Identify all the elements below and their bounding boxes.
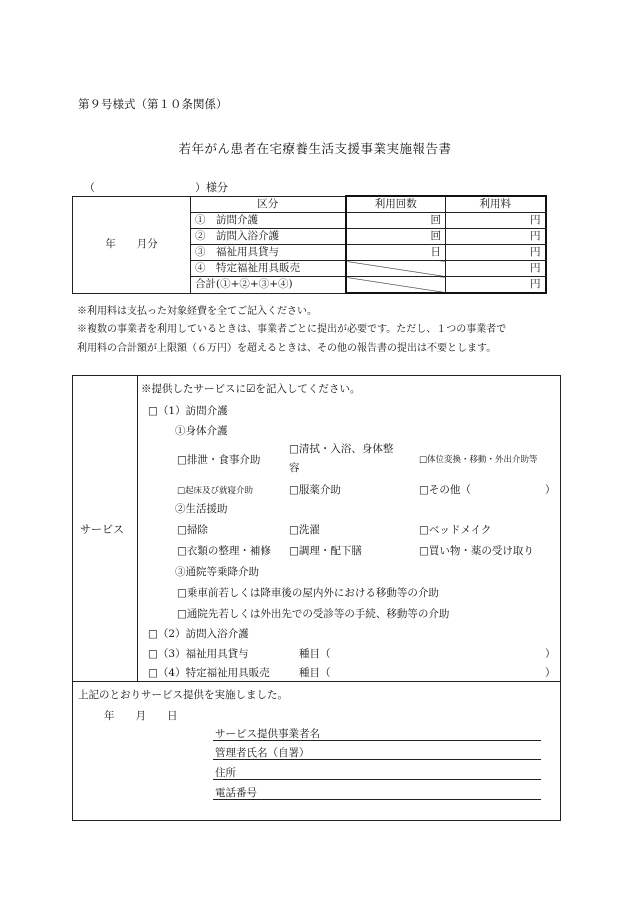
kind-close: ）様分 — [195, 181, 228, 194]
row-label: ③ 福祉用具貸与 — [191, 245, 346, 261]
checkbox-clothes[interactable]: □衣類の整理・補修 — [177, 545, 271, 557]
count-cell[interactable]: 回 — [346, 213, 446, 229]
note-multiple: ※複数の事業者を利用しているときは、事業者ごとに提出が必要です。ただし、１つの事業者で — [77, 324, 507, 335]
form-number: 第９号様式（第１０条関係） — [78, 97, 228, 111]
checkbox-equipment-rental[interactable]: □（3）福祉用具貸与 — [148, 648, 249, 660]
other-close: ） — [545, 484, 556, 496]
count-cell[interactable]: 回 — [346, 229, 446, 245]
checkbox-boarding[interactable]: □乗車前若しくは降車後の屋内外における移動等の介助 — [177, 587, 439, 599]
header-count: 利用回数 — [346, 196, 446, 213]
document-title: 若年がん患者在宅療養生活支援事業実施報告書 — [178, 141, 452, 156]
header-category: 区分 — [191, 196, 346, 213]
kind-open: （ — [84, 181, 95, 194]
checkbox-excretion-meal[interactable]: □排泄・食事介助 — [177, 454, 261, 466]
service-divider — [137, 375, 138, 681]
checkbox-laundry[interactable]: □洗濯 — [289, 524, 320, 536]
checkbox-shopping[interactable]: □買い物・薬の受け取り — [419, 545, 534, 557]
service-instruction: ※提供したサービスに☑を記入してください。 — [141, 383, 361, 395]
rental-close: ） — [545, 648, 556, 660]
living-support-heading: ②生活援助 — [175, 503, 228, 515]
usage-table — [72, 195, 547, 294]
row-label: ② 訪問入浴介護 — [191, 229, 346, 245]
fee-cell[interactable]: 円 — [446, 229, 546, 245]
checkbox-hospital-procedure[interactable]: □通院先若しくは外出先での受診等の手続、移動等の介助 — [177, 608, 450, 620]
checkbox-cleaning[interactable]: □掃除 — [177, 524, 208, 536]
provider-name-line[interactable] — [213, 740, 541, 741]
bathing-label-cont: 容 — [289, 462, 300, 474]
checkbox-bedmaking[interactable]: □ベッドメイク — [419, 524, 492, 536]
rental-type-label[interactable]: 種目（ — [299, 648, 331, 660]
address-line[interactable] — [213, 779, 541, 780]
physical-care-heading: ①身体介護 — [175, 425, 228, 437]
confirmation-date[interactable]: 年 月 日 — [104, 710, 178, 722]
count-cell-disabled — [346, 261, 446, 277]
row-label: 合計(①+②+③+④) — [191, 277, 346, 294]
manager-name-line[interactable] — [213, 759, 541, 760]
count-cell[interactable]: 日 — [346, 245, 446, 261]
header-fee: 利用料 — [446, 196, 546, 213]
manager-name-label: 管理者氏名（自署） — [215, 747, 310, 759]
service-label: サービス — [80, 523, 124, 536]
note-multiple-cont: 利用料の合計額が上限額（６万円）を超えるときは、その他の報告書の提出は不要とします。 — [77, 343, 497, 354]
note-fee: ※利用料は支払った対象経費を全てご記入ください。 — [77, 306, 317, 317]
sale-close: ） — [545, 667, 556, 679]
phone-line[interactable] — [213, 799, 541, 800]
period-cell[interactable]: 年 月分 — [73, 196, 191, 293]
checkbox-other[interactable]: □その他（ — [419, 484, 471, 496]
address-label: 住所 — [215, 767, 236, 779]
checkbox-transfer[interactable]: □体位変換・移動・外出介助等 — [419, 455, 538, 465]
fee-cell[interactable]: 円 — [446, 261, 546, 277]
fee-cell[interactable]: 円 — [446, 213, 546, 229]
sale-type-label[interactable]: 種目（ — [299, 667, 331, 679]
kind-field[interactable] — [84, 179, 228, 195]
checkbox-bathing[interactable]: □清拭・入浴、身体整 — [289, 443, 394, 455]
confirmation-statement: 上記のとおりサービス提供を実施しました。 — [78, 689, 288, 701]
row-label: ④ 特定福祉用具販売 — [191, 261, 346, 277]
fee-cell[interactable]: 円 — [446, 277, 546, 294]
checkbox-bath-care[interactable]: □（2）訪問入浴介護 — [148, 628, 249, 640]
transport-heading: ③通院等乗降介助 — [175, 566, 259, 578]
checkbox-medication[interactable]: □服薬介助 — [289, 484, 341, 496]
fee-cell[interactable]: 円 — [446, 245, 546, 261]
phone-label: 電話番号 — [215, 787, 257, 799]
checkbox-visit-care[interactable]: □（1）訪問介護 — [148, 405, 228, 417]
checkbox-equipment-sale[interactable]: □（4）特定福祉用具販売 — [148, 667, 270, 679]
confirmation-divider — [72, 681, 561, 682]
checkbox-wake-sleep[interactable]: □起床及び就寝介助 — [177, 486, 254, 496]
checkbox-cooking[interactable]: □調理・配下膳 — [289, 545, 362, 557]
count-cell-disabled — [346, 277, 446, 294]
row-label: ① 訪問介護 — [191, 213, 346, 229]
provider-name-label: サービス提供事業者名 — [215, 728, 320, 740]
